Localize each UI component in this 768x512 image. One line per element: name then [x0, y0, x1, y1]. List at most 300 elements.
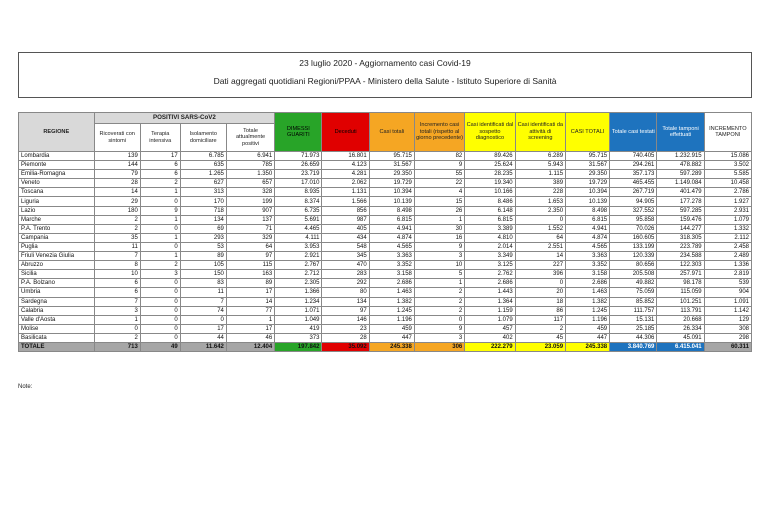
table-cell: 19.729 — [566, 179, 610, 188]
table-cell: 6.815 — [369, 215, 414, 224]
table-cell: 1.079 — [704, 215, 751, 224]
table-cell: 4.111 — [275, 233, 322, 242]
region-name: Liguria — [19, 197, 95, 206]
table-cell: 1.071 — [275, 306, 322, 315]
table-cell: 0 — [140, 242, 180, 251]
table-cell: 55 — [414, 170, 464, 179]
table-cell: 0 — [515, 279, 565, 288]
table-cell: 597.285 — [657, 206, 704, 215]
table-cell: 1.366 — [275, 288, 322, 297]
region-name: P.A. Trento — [19, 224, 95, 233]
table-cell: 293 — [180, 233, 226, 242]
table-cell: 8.498 — [566, 206, 610, 215]
table-cell: 94.905 — [610, 197, 657, 206]
table-cell: 115.059 — [657, 288, 704, 297]
col-casi-sospetto-diagnostico: Casi identificati dal sospetto diagnostico — [465, 113, 515, 152]
table-cell: 298 — [704, 333, 751, 342]
table-cell: 0 — [140, 224, 180, 233]
table-cell: 1.159 — [465, 306, 515, 315]
table-cell: 14 — [94, 188, 140, 197]
table-cell: 2 — [515, 324, 565, 333]
table-cell: 6.735 — [275, 206, 322, 215]
table-row — [19, 297, 752, 306]
table-cell: 10.139 — [566, 197, 610, 206]
table-cell: 64 — [226, 242, 274, 251]
region-name: Sardegna — [19, 297, 95, 306]
table-cell: 29.350 — [566, 170, 610, 179]
table-cell: 4.941 — [369, 224, 414, 233]
table-cell: 29 — [94, 197, 140, 206]
table-cell: 402 — [465, 333, 515, 342]
table-cell: 2.921 — [275, 252, 322, 261]
col-regione: REGIONE — [19, 113, 95, 152]
table-cell: 8.498 — [369, 206, 414, 215]
total-cell: 306 — [414, 342, 464, 351]
table-cell: 31.567 — [566, 161, 610, 170]
table-cell: 7 — [94, 297, 140, 306]
region-name: Friuli Venezia Giulia — [19, 252, 95, 261]
table-cell: 122.303 — [657, 261, 704, 270]
table-cell: 294.261 — [610, 161, 657, 170]
table-cell: 459 — [566, 324, 610, 333]
table-cell: 2.350 — [515, 206, 565, 215]
table-cell: 10.166 — [465, 188, 515, 197]
table-cell: 234.588 — [657, 252, 704, 261]
table-cell: 199 — [226, 197, 274, 206]
table-cell: 1.245 — [369, 306, 414, 315]
table-cell: 1.091 — [704, 297, 751, 306]
table-cell: 4.565 — [369, 242, 414, 251]
table-cell: 1.332 — [704, 224, 751, 233]
table-cell: 1 — [140, 252, 180, 261]
table-cell: 1.364 — [465, 297, 515, 306]
table-cell: 16 — [414, 233, 464, 242]
table-cell: 1 — [140, 188, 180, 197]
table-cell: 4 — [414, 188, 464, 197]
table-cell: 907 — [226, 206, 274, 215]
table-row — [19, 233, 752, 242]
table-cell: 1 — [226, 315, 274, 324]
table-row — [19, 152, 752, 161]
table-cell: 89.426 — [465, 152, 515, 161]
report-header — [18, 52, 752, 98]
total-cell: 3.840.769 — [610, 342, 657, 351]
table-cell: 2 — [140, 261, 180, 270]
table-cell: 28 — [322, 333, 369, 342]
table-cell: 3 — [414, 333, 464, 342]
table-cell: 163 — [226, 270, 274, 279]
region-name: P.A. Bolzano — [19, 279, 95, 288]
table-cell: 1.131 — [322, 188, 369, 197]
table-cell: 6.785 — [180, 152, 226, 161]
table-cell: 101.251 — [657, 297, 704, 306]
total-cell: 6.415.041 — [657, 342, 704, 351]
table-cell: 15 — [414, 197, 464, 206]
table-row — [19, 333, 752, 342]
table-cell: 17 — [180, 324, 226, 333]
table-cell: 1.382 — [369, 297, 414, 306]
table-cell: 1.196 — [369, 315, 414, 324]
table-cell: 4.874 — [566, 233, 610, 242]
col-deceduti: Deceduti — [322, 113, 369, 152]
table-cell: 2.062 — [322, 179, 369, 188]
table-cell: 447 — [566, 333, 610, 342]
table-cell: 327.552 — [610, 206, 657, 215]
table-cell: 16.801 — [322, 152, 369, 161]
table-cell: 1.245 — [566, 306, 610, 315]
table-cell: 2.931 — [704, 206, 751, 215]
region-name: Calabria — [19, 306, 95, 315]
table-cell: 26 — [414, 206, 464, 215]
table-cell: 10 — [94, 270, 140, 279]
table-cell: 465.455 — [610, 179, 657, 188]
total-cell: 245.338 — [566, 342, 610, 351]
table-cell: 134 — [180, 215, 226, 224]
table-cell: 0 — [140, 315, 180, 324]
table-cell: 11 — [180, 288, 226, 297]
table-cell: 2 — [414, 288, 464, 297]
table-cell: 1.552 — [515, 224, 565, 233]
table-cell: 405 — [322, 224, 369, 233]
region-name: Umbria — [19, 288, 95, 297]
region-name: Marche — [19, 215, 95, 224]
table-cell: 10.139 — [369, 197, 414, 206]
col-incremento-casi: Incremento casi totali (rispetto al giorno precedente) — [414, 113, 464, 152]
table-cell: 144 — [94, 161, 140, 170]
table-cell: 74 — [180, 306, 226, 315]
table-cell: 31.567 — [369, 161, 414, 170]
table-cell: 9 — [414, 324, 464, 333]
table-cell: 434 — [322, 233, 369, 242]
table-cell: 137 — [226, 215, 274, 224]
table-cell: 10.458 — [704, 179, 751, 188]
table-cell: 11 — [94, 242, 140, 251]
total-cell: 49 — [140, 342, 180, 351]
region-name: Basilicata — [19, 333, 95, 342]
table-cell: 419 — [275, 324, 322, 333]
table-cell: 146 — [322, 315, 369, 324]
table-cell: 8.486 — [465, 197, 515, 206]
table-cell: 105 — [180, 261, 226, 270]
table-cell: 35 — [94, 233, 140, 242]
table-cell: 25.624 — [465, 161, 515, 170]
table-cell: 0 — [140, 306, 180, 315]
total-label: TOTALE — [19, 342, 95, 351]
table-cell: 0 — [180, 315, 226, 324]
table-row — [19, 224, 752, 233]
table-cell: 0 — [140, 324, 180, 333]
table-cell: 373 — [275, 333, 322, 342]
table-cell: 2 — [414, 306, 464, 315]
table-cell: 635 — [180, 161, 226, 170]
table-cell: 345 — [322, 252, 369, 261]
col-ricoverati: Ricoverati con sintomi — [94, 124, 140, 152]
col-totale-positivi: Totale attualmente positivi — [226, 124, 274, 152]
table-cell: 79 — [94, 170, 140, 179]
table-cell: 328 — [226, 188, 274, 197]
table-cell: 1.196 — [566, 315, 610, 324]
table-cell: 539 — [704, 279, 751, 288]
note-label: Note: — [18, 384, 33, 390]
table-cell: 1 — [94, 315, 140, 324]
col-totale-tamponi: Totale tamponi effettuati — [657, 113, 704, 152]
table-cell: 1.350 — [226, 170, 274, 179]
table-cell: 46 — [226, 333, 274, 342]
total-cell: 23.059 — [515, 342, 565, 351]
table-cell: 1.336 — [704, 261, 751, 270]
table-cell: 2.712 — [275, 270, 322, 279]
table-cell: 2 — [94, 224, 140, 233]
table-cell: 64 — [515, 233, 565, 242]
table-cell: 82 — [414, 152, 464, 161]
table-cell: 0 — [414, 315, 464, 324]
table-cell: 987 — [322, 215, 369, 224]
table-row — [19, 188, 752, 197]
table-cell: 45.091 — [657, 333, 704, 342]
table-cell: 159.476 — [657, 215, 704, 224]
region-name: Emilia-Romagna — [19, 170, 95, 179]
table-cell: 4.810 — [465, 233, 515, 242]
table-cell: 4.941 — [566, 224, 610, 233]
table-cell: 26.659 — [275, 161, 322, 170]
table-cell: 2.686 — [369, 279, 414, 288]
table-cell: 80 — [322, 288, 369, 297]
table-cell: 3 — [140, 270, 180, 279]
table-cell: 6 — [140, 170, 180, 179]
table-cell: 3.158 — [566, 270, 610, 279]
table-cell: 45 — [515, 333, 565, 342]
table-cell: 144.277 — [657, 224, 704, 233]
table-cell: 10.394 — [566, 188, 610, 197]
table-cell: 5 — [414, 270, 464, 279]
table-cell: 5.585 — [704, 170, 751, 179]
table-cell: 1.142 — [704, 306, 751, 315]
table-cell: 26.334 — [657, 324, 704, 333]
table-cell: 2 — [414, 297, 464, 306]
table-cell: 6.941 — [226, 152, 274, 161]
table-cell: 904 — [704, 288, 751, 297]
table-cell: 20 — [515, 288, 565, 297]
table-cell: 740.405 — [610, 152, 657, 161]
table-cell: 7 — [94, 252, 140, 261]
table-cell: 10.394 — [369, 188, 414, 197]
table-cell: 2.786 — [704, 188, 751, 197]
table-cell: 1.566 — [322, 197, 369, 206]
table-row — [19, 215, 752, 224]
table-cell: 313 — [180, 188, 226, 197]
table-cell: 1.653 — [515, 197, 565, 206]
col-totale-casi-testati: Totale casi testati — [610, 113, 657, 152]
table-cell: 69 — [180, 224, 226, 233]
table-cell: 1.049 — [275, 315, 322, 324]
table-cell: 9 — [414, 161, 464, 170]
table-cell: 223.789 — [657, 242, 704, 251]
table-cell: 29.350 — [369, 170, 414, 179]
table-cell: 71 — [226, 224, 274, 233]
total-cell: 12.404 — [226, 342, 274, 351]
table-cell: 6 — [94, 288, 140, 297]
table-cell: 292 — [322, 279, 369, 288]
table-row — [19, 306, 752, 315]
table-cell: 2.762 — [465, 270, 515, 279]
table-cell: 6.815 — [566, 215, 610, 224]
total-cell: 35.092 — [322, 342, 369, 351]
table-cell: 2.112 — [704, 233, 751, 242]
group-header-positivi: POSITIVI SARS-CoV2 — [94, 113, 275, 124]
table-cell: 139 — [94, 152, 140, 161]
total-cell: 11.642 — [180, 342, 226, 351]
table-cell: 23 — [322, 324, 369, 333]
table-cell: 2.305 — [275, 279, 322, 288]
table-cell: 117 — [515, 315, 565, 324]
table-cell: 77 — [226, 306, 274, 315]
table-cell: 0 — [515, 215, 565, 224]
table-cell: 257.971 — [657, 270, 704, 279]
total-cell: 222.279 — [465, 342, 515, 351]
table-cell: 14 — [515, 252, 565, 261]
table-cell: 4.465 — [275, 224, 322, 233]
table-cell: 95.858 — [610, 215, 657, 224]
table-cell: 283 — [322, 270, 369, 279]
table-cell: 357.173 — [610, 170, 657, 179]
col-casi-totali-2: CASI TOTALI — [566, 113, 610, 152]
table-cell: 15.086 — [704, 152, 751, 161]
report-source-subtitle: Dati aggregati quotidiani Regioni/PPAA - Ministero della Salute - Istituto Superiore di Sanità — [213, 76, 557, 86]
region-name: Piemonte — [19, 161, 95, 170]
region-name: Abruzzo — [19, 261, 95, 270]
table-cell: 44 — [180, 333, 226, 342]
table-cell: 1 — [140, 233, 180, 242]
table-cell: 177.278 — [657, 197, 704, 206]
table-cell: 70.026 — [610, 224, 657, 233]
table-cell: 228 — [515, 188, 565, 197]
table-cell: 459 — [369, 324, 414, 333]
table-cell: 8.935 — [275, 188, 322, 197]
table-cell: 97 — [226, 252, 274, 261]
table-cell: 2.014 — [465, 242, 515, 251]
table-cell: 718 — [180, 206, 226, 215]
table-cell: 150 — [180, 270, 226, 279]
table-cell: 389 — [515, 179, 565, 188]
table-cell: 3.352 — [566, 261, 610, 270]
table-cell: 15.131 — [610, 315, 657, 324]
table-cell: 308 — [704, 324, 751, 333]
table-cell: 5.691 — [275, 215, 322, 224]
table-cell: 3.363 — [566, 252, 610, 261]
table-cell: 785 — [226, 161, 274, 170]
table-cell: 8 — [94, 261, 140, 270]
table-cell: 2.551 — [515, 242, 565, 251]
col-casi-screening: Casi identificati da attività di screening — [515, 113, 565, 152]
total-cell: 713 — [94, 342, 140, 351]
table-cell: 3.125 — [465, 261, 515, 270]
table-row — [19, 242, 752, 251]
table-cell: 478.882 — [657, 161, 704, 170]
table-cell: 129 — [704, 315, 751, 324]
table-cell: 3.158 — [369, 270, 414, 279]
table-cell: 89 — [226, 279, 274, 288]
table-cell: 97 — [322, 306, 369, 315]
region-name: Sicilia — [19, 270, 95, 279]
table-cell: 53 — [180, 242, 226, 251]
table-cell: 3.502 — [704, 161, 751, 170]
table-cell: 115 — [226, 261, 274, 270]
table-cell: 2 — [94, 333, 140, 342]
table-cell: 49.882 — [610, 279, 657, 288]
table-cell: 3.953 — [275, 242, 322, 251]
table-row — [19, 315, 752, 324]
total-cell: 197.842 — [275, 342, 322, 351]
table-cell: 1.927 — [704, 197, 751, 206]
table-cell: 160.605 — [610, 233, 657, 242]
table-row — [19, 252, 752, 261]
table-cell: 28.235 — [465, 170, 515, 179]
table-cell: 25.185 — [610, 324, 657, 333]
region-name: Puglia — [19, 242, 95, 251]
table-cell: 7 — [180, 297, 226, 306]
table-cell: 329 — [226, 233, 274, 242]
table-cell: 1 — [414, 279, 464, 288]
table-cell: 3 — [414, 252, 464, 261]
table-cell: 1.443 — [465, 288, 515, 297]
table-cell: 85.852 — [610, 297, 657, 306]
table-cell: 30 — [414, 224, 464, 233]
table-cell: 2.767 — [275, 261, 322, 270]
table-cell: 0 — [140, 279, 180, 288]
table-cell: 2.686 — [465, 279, 515, 288]
table-cell: 170 — [180, 197, 226, 206]
table-cell: 10 — [414, 261, 464, 270]
table-row — [19, 279, 752, 288]
table-cell: 318.305 — [657, 233, 704, 242]
table-cell: 180 — [94, 206, 140, 215]
table-cell: 95.715 — [369, 152, 414, 161]
table-cell: 597.289 — [657, 170, 704, 179]
table-cell: 1.234 — [275, 297, 322, 306]
table-cell: 1.232.915 — [657, 152, 704, 161]
table-cell: 17 — [226, 288, 274, 297]
table-cell: 120.339 — [610, 252, 657, 261]
table-cell: 19.340 — [465, 179, 515, 188]
total-row — [19, 342, 752, 351]
table-cell: 23.719 — [275, 170, 322, 179]
table-cell: 657 — [226, 179, 274, 188]
table-cell: 1.079 — [465, 315, 515, 324]
table-cell: 86 — [515, 306, 565, 315]
table-cell: 0 — [94, 324, 140, 333]
table-cell: 2.489 — [704, 252, 751, 261]
region-name: Veneto — [19, 179, 95, 188]
region-name: Valle d'Aosta — [19, 315, 95, 324]
table-cell: 20.668 — [657, 315, 704, 324]
table-cell: 111.757 — [610, 306, 657, 315]
col-incremento-tamponi: INCREMENTO TAMPONI — [704, 113, 751, 152]
table-cell: 0 — [140, 288, 180, 297]
table-cell: 6.289 — [515, 152, 565, 161]
table-cell: 22 — [414, 179, 464, 188]
table-cell: 0 — [140, 333, 180, 342]
covid-table-container — [18, 112, 752, 352]
table-cell: 0 — [140, 297, 180, 306]
table-cell: 28 — [94, 179, 140, 188]
total-cell: 245.338 — [369, 342, 414, 351]
table-cell: 4.874 — [369, 233, 414, 242]
table-cell: 3.349 — [465, 252, 515, 261]
table-row — [19, 161, 752, 170]
table-cell: 14 — [226, 297, 274, 306]
region-name: Lombardia — [19, 152, 95, 161]
table-cell: 1.149.084 — [657, 179, 704, 188]
